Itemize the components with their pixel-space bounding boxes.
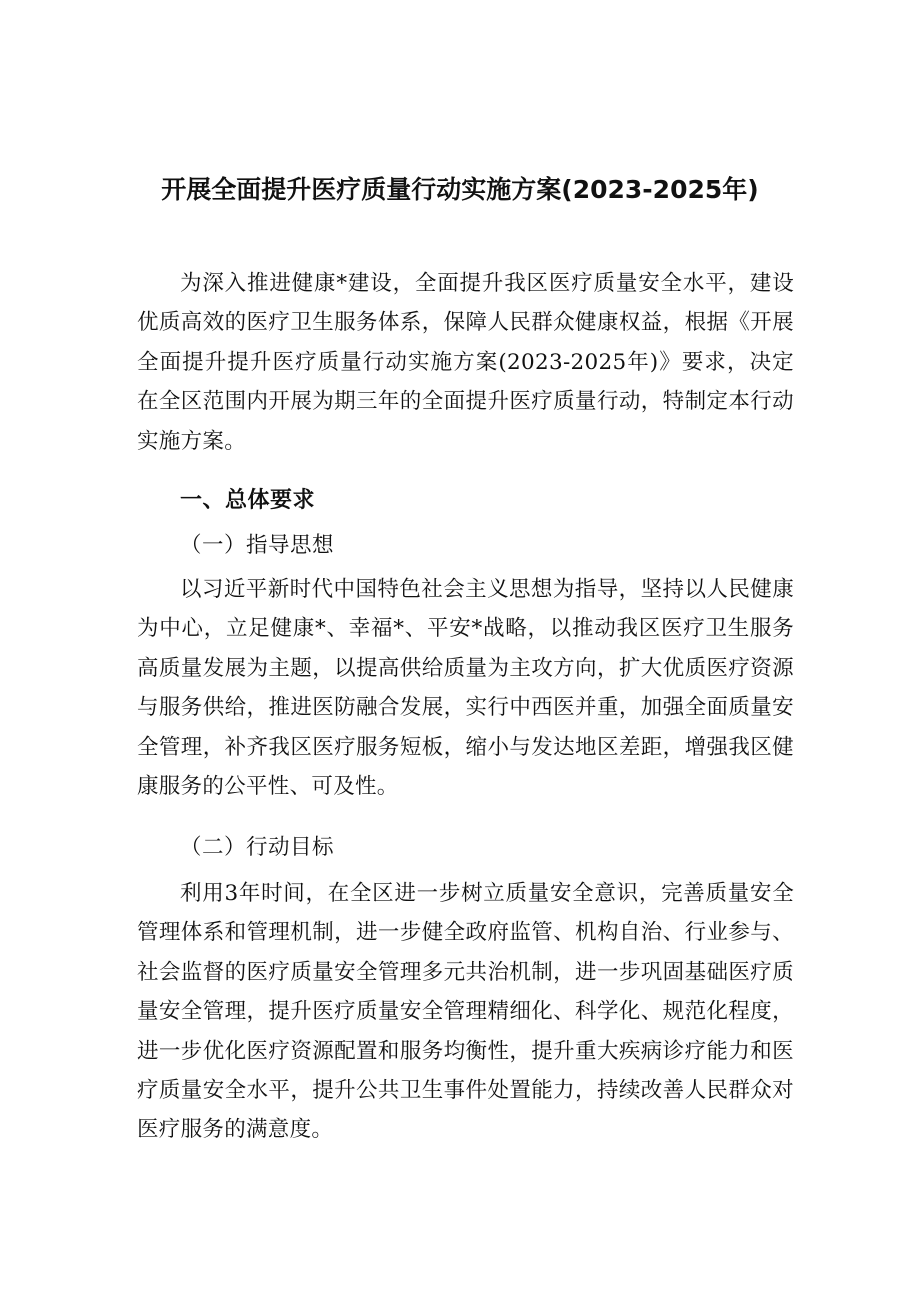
intro-paragraph: 为深入推进健康*建设，全面提升我区医疗质量安全水平，建设优质高效的医疗卫生服务体系，保障人民群众健康权益，根据《开展全面提升提升医疗质量行动实施方案(2023-2025年)》要求，决定在全区范围内开展为期三年的全面提升医疗质量行动，特制定本行动实施方案。 (137, 271, 794, 454)
section-heading-general-requirements: 一、总体要求 (180, 488, 316, 513)
document-title: 开展全面提升医疗质量行动实施方案(2023-2025年) (161, 175, 759, 204)
action-goals-paragraph: 利用3年时间，在全区进一步树立质量安全意识，完善质量安全管理体系和管理机制，进一步健全政府监管、机构自治、行业参与、社会监督的医疗质量安全管理多元共治机制，进一步巩固基础医疗质量安全管理，提升医疗质量安全管理精细化、科学化、规范化程度，进一步优化医疗资源配置和服务均衡性，提升重大疾病诊疗能力和医疗质量安全水平，提升公共卫生事件处置能力，持续改善人民群众对医疗服务的满意度。 (137, 881, 794, 1143)
subheading-action-goals: （二）行动目标 (180, 835, 335, 860)
guiding-ideology-paragraph: 以习近平新时代中国特色社会主义思想为指导，坚持以人民健康为中心，立足健康*、幸福*、平安*战略，以推动我区医疗卫生服务高质量发展为主题，以提高供给质量为主攻方向，扩大优质医疗资源与服务供给，推进医防融合发展，实行中西医并重，加强全面质量安全管理，补齐我区医疗服务短板，缩小与发达地区差距，增强我区健康服务的公平性、可及性。 (137, 577, 794, 800)
subheading-guiding-ideology: （一）指导思想 (180, 533, 335, 558)
